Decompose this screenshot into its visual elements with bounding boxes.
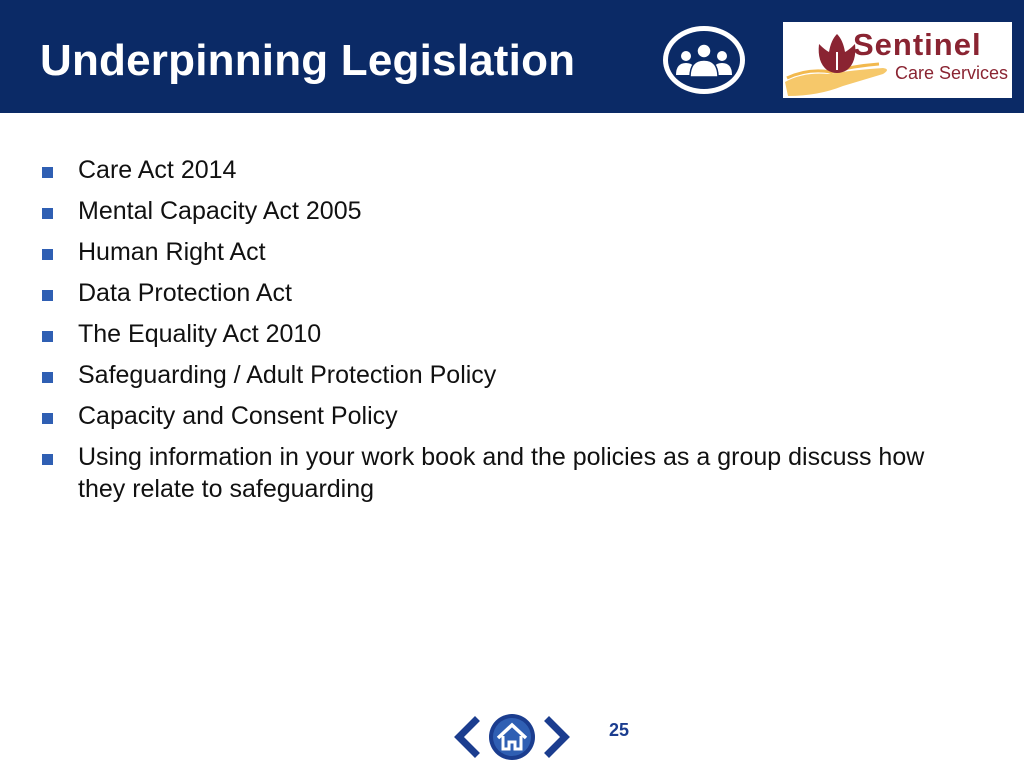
logo-brand-text: Sentinel [853, 27, 982, 62]
logo-subtitle-text: Care Services [895, 63, 1009, 83]
square-bullet-icon [42, 331, 53, 342]
list-item: Safeguarding / Adult Protection Policy [40, 359, 940, 391]
square-bullet-icon [42, 454, 53, 465]
company-logo [783, 22, 1012, 98]
list-item: Mental Capacity Act 2005 [40, 195, 940, 227]
previous-slide-icon[interactable] [451, 713, 481, 761]
slide-title: Underpinning Legislation [40, 36, 576, 85]
square-bullet-icon [42, 413, 53, 424]
square-bullet-icon [42, 249, 53, 260]
list-item: Human Right Act [40, 236, 940, 268]
page-number: 25 [609, 720, 630, 740]
square-bullet-icon [42, 372, 53, 383]
list-item: Data Protection Act [40, 277, 940, 309]
square-bullet-icon [42, 208, 53, 219]
square-bullet-icon [42, 290, 53, 301]
list-item: Capacity and Consent Policy [40, 400, 940, 432]
slide-header [0, 0, 1024, 113]
legislation-list [40, 154, 940, 514]
square-bullet-icon [42, 167, 53, 178]
people-group-icon [661, 24, 747, 96]
list-item: Care Act 2014 [40, 154, 940, 186]
list-item: Using information in your work book and the policies as a group discuss how they relate to safeguarding [40, 441, 940, 505]
home-icon[interactable] [488, 713, 536, 761]
list-item: The Equality Act 2010 [40, 318, 940, 350]
next-slide-icon[interactable] [543, 713, 573, 761]
